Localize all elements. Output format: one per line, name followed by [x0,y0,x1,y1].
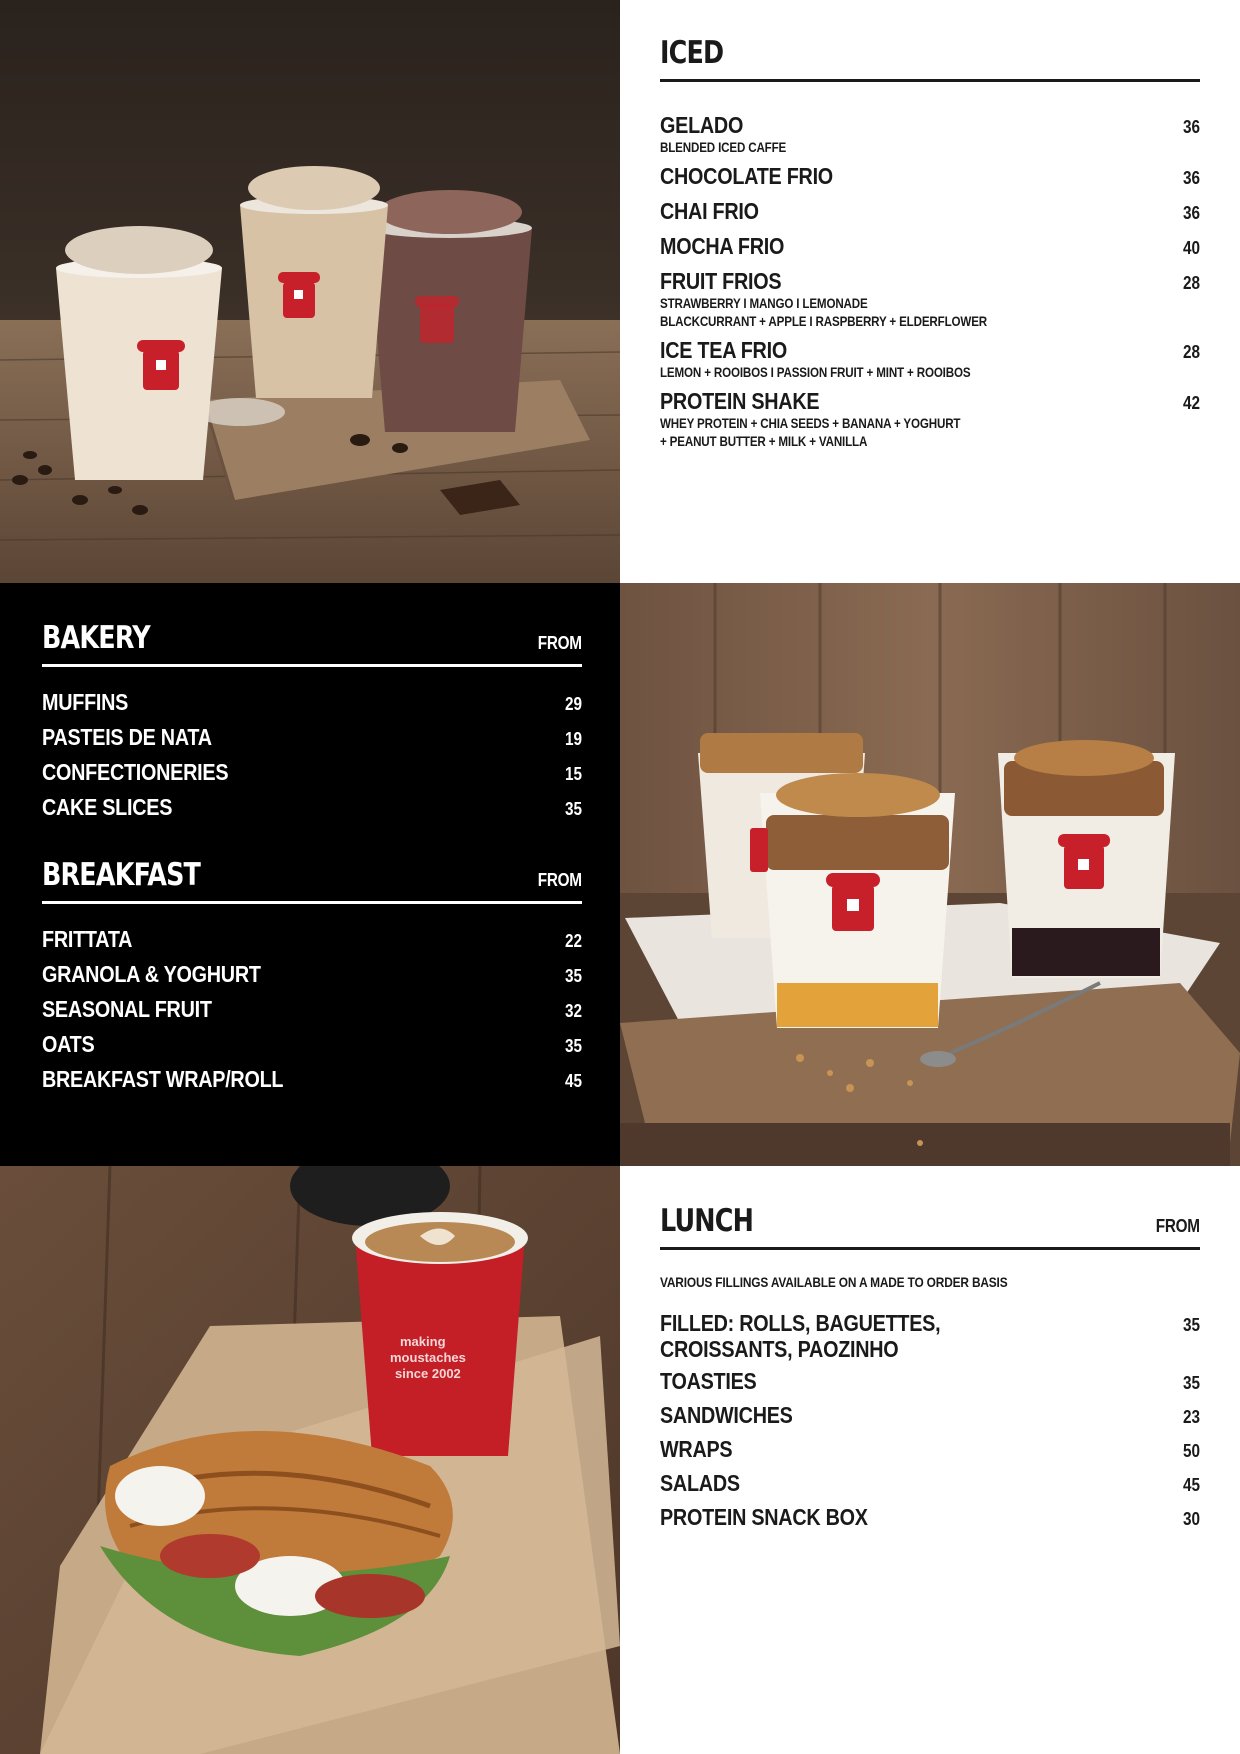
breakfast-menu [42,857,582,1101]
menu-item-price: 19 [564,729,582,749]
breakfast-header [42,857,582,904]
cup-print-3: since 2002 [395,1366,461,1381]
menu-item-price: 35 [564,966,582,986]
menu-item [660,198,1200,226]
menu-item-text [42,1031,103,1057]
iced-header [660,35,1200,82]
menu-item-text [660,1402,814,1428]
menu-item-name: FRUIT FRIOS [660,268,782,294]
menu-item-price: 36 [1182,168,1200,188]
menu-item [660,1504,1200,1532]
menu-item-price: 35 [564,1036,582,1056]
menu-item-price: 32 [564,1001,582,1021]
menu-item-price: 42 [1182,393,1200,413]
menu-item [42,996,582,1024]
iced-menu-panel [620,0,1240,583]
menu-item [42,794,582,822]
menu-item-price: 29 [564,694,582,714]
menu-item [42,1066,582,1094]
menu-item-text [660,1368,772,1394]
menu-item-price: 22 [564,931,582,951]
menu-item-text [42,996,239,1022]
menu-item-price: 35 [564,799,582,819]
bakery-header [42,620,582,667]
lunch-header [660,1203,1200,1250]
cup-print-2: moustaches [390,1350,466,1365]
menu-item-name: CHAI FRIO [660,198,759,224]
menu-item-name: ICE TEA FRIO [660,337,787,363]
croissant-illustration [0,1166,620,1754]
menu-item-text [42,689,142,715]
menu-item-name: SANDWICHES [660,1402,793,1428]
bakery-title: BAKERY [42,620,150,656]
menu-item-text [660,1470,753,1496]
bakery-item-list [42,689,582,822]
bakery-breakfast-panel [0,583,620,1166]
cup-print-1: making [400,1334,446,1349]
iced-title: ICED [660,35,724,71]
menu-item [42,926,582,954]
menu-item-name: SEASONAL FRUIT [42,996,212,1022]
menu-item-price: 28 [1182,342,1200,362]
menu-item [42,689,582,717]
menu-item-price: 36 [1182,203,1200,223]
menu-item-price: 45 [1182,1475,1200,1495]
menu-item-price: 30 [1182,1509,1200,1529]
iced-item-list [660,112,1200,450]
menu-item-name: BREAKFAST WRAP/ROLL [42,1066,284,1092]
menu-item-price: 36 [1182,117,1200,137]
iced-menu [660,35,1200,457]
lunch-item-list [660,1310,1200,1532]
menu-item [42,724,582,752]
menu-item-text [660,388,1022,450]
menu-item-text [660,198,775,224]
menu-item-name: GRANOLA & YOGHURT [42,961,261,987]
menu-item-text [660,1504,902,1530]
menu-item [42,961,582,989]
menu-item-description: + PEANUT BUTTER + MILK + VANILLA [660,433,868,449]
menu-item-name: PASTEIS DE NATA [42,724,212,750]
menu-item-text [660,233,804,259]
menu-item-text [660,163,861,189]
menu-item-price: 35 [1182,1373,1200,1393]
menu-item-name: FILLED: ROLLS, BAGUETTES, [660,1310,941,1336]
menu-item-description: LEMON + ROOIBOS I PASSION FRUIT + MINT + ROOIBOS [660,364,971,380]
menu-item [660,1436,1200,1464]
menu-item-name: CHOCOLATE FRIO [660,163,833,189]
lunch-menu-panel [620,1166,1240,1754]
menu-item-price: 50 [1182,1441,1200,1461]
iced-drinks-illustration [0,0,620,583]
breakfast-title: BREAKFAST [42,857,201,893]
photo-granola-yoghurt [620,583,1240,1166]
menu-item-price: 35 [1182,1315,1200,1335]
menu-item-name: WRAPS [660,1436,733,1462]
breakfast-from-label: FROM [537,870,582,890]
menu-item-description: BLACKCURRANT + APPLE I RASPBERRY + ELDERFLOWER [660,313,988,329]
menu-item [42,759,582,787]
menu-item-name: PROTEIN SHAKE [660,388,820,414]
menu-item-description: WHEY PROTEIN + CHIA SEEDS + BANANA + YOGHURT [660,415,961,431]
menu-item [42,1031,582,1059]
granola-illustration [620,583,1240,1166]
menu-item [660,1470,1200,1498]
menu-item [660,233,1200,261]
bakery-from-label: FROM [537,633,582,653]
menu-item [660,388,1200,450]
menu-item-name: OATS [42,1031,95,1057]
menu-item-name: CAKE SLICES [42,794,173,820]
menu-item-name: TOASTIES [660,1368,757,1394]
menu-item-name: GELADO [660,112,744,138]
menu-item [660,163,1200,191]
menu-item-name: FRITTATA [42,926,133,952]
menu-item-description: BLENDED ICED CAFFE [660,139,787,155]
menu-item-text [660,1310,986,1362]
menu-item-name: CONFECTIONERIES [42,759,229,785]
menu-item-price: 23 [1182,1407,1200,1427]
menu-item-name-line2: CROISSANTS, PAOZINHO [660,1336,899,1362]
menu-item-text [42,724,239,750]
lunch-title: LUNCH [660,1203,754,1239]
menu-item-text [660,112,812,156]
menu-item-name: PROTEIN SNACK BOX [660,1504,868,1530]
menu-item-price: 28 [1182,273,1200,293]
lunch-menu [660,1203,1200,1538]
menu-item-name: SALADS [660,1470,740,1496]
photo-iced-drinks [0,0,620,583]
breakfast-item-list [42,926,582,1094]
menu-item-price: 15 [564,764,582,784]
menu-item-text [660,337,1034,381]
menu-item-text [42,794,193,820]
menu-item [660,112,1200,156]
photo-croissant-coffee [0,1166,620,1754]
menu-item-text [42,926,147,952]
menu-item [660,337,1200,381]
menu-item [660,1368,1200,1396]
lunch-from-label: FROM [1155,1216,1200,1236]
menu-item-price: 45 [564,1071,582,1091]
bakery-menu [42,620,582,829]
menu-item-name: MOCHA FRIO [660,233,785,259]
menu-item [660,268,1200,330]
menu-item-text [42,961,296,987]
menu-item-text [42,1066,323,1092]
menu-item-price: 40 [1182,238,1200,258]
lunch-note: VARIOUS FILLINGS AVAILABLE ON A MADE TO ORDER BASIS [660,1274,1008,1290]
menu-item [660,1310,1200,1362]
menu-item-text [660,268,1054,330]
menu-item-text [42,759,259,785]
menu-item-description: STRAWBERRY I MANGO I LEMONADE [660,295,868,311]
menu-item-text [660,1436,744,1462]
menu-item-name: MUFFINS [42,689,129,715]
menu-item [660,1402,1200,1430]
